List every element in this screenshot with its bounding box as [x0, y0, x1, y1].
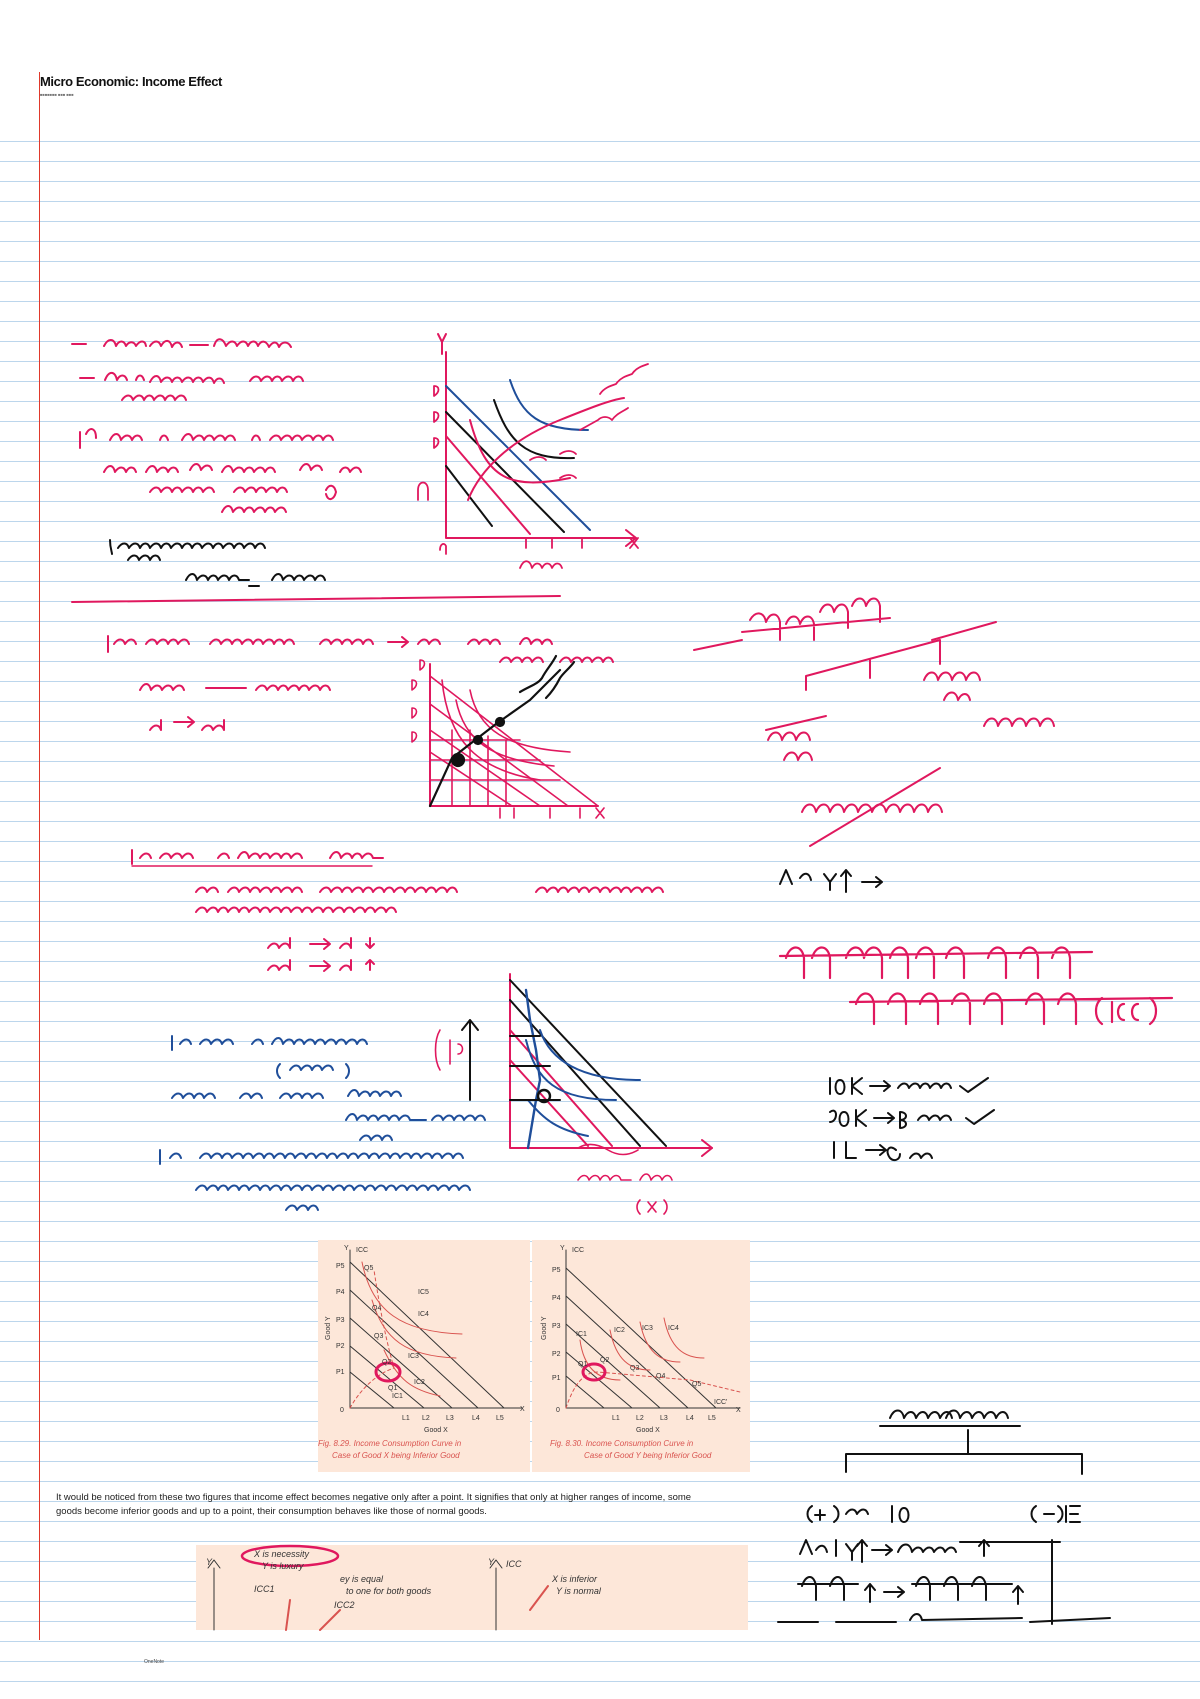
fig829-q5: Q5	[364, 1265, 374, 1272]
fig830-good-y: Good Y	[541, 1316, 548, 1340]
bottom-icc1: ICC1	[254, 1584, 275, 1594]
fig829-caption-line1: Fig. 8.29. Income Consumption Curve in	[318, 1439, 462, 1448]
bottom-x-necessity: X is necessity	[254, 1549, 310, 1559]
fig829-caption-line2: Case of Good X being Inferior Good	[332, 1451, 460, 1460]
bottom-y-luxury: Y is luxury	[262, 1561, 304, 1571]
fig829-good-y: Good Y	[325, 1316, 332, 1340]
fig829-x-label: X	[520, 1406, 525, 1413]
bottom-icc-label: ICC	[506, 1559, 522, 1569]
fig829-ic3: IC3	[408, 1353, 419, 1360]
fig830-q4: Q4	[656, 1373, 666, 1380]
fig830-p4: P4	[552, 1295, 561, 1302]
fig829-p3: P3	[336, 1317, 345, 1324]
fig829-q4: Q4	[372, 1305, 382, 1312]
fig830-p2: P2	[552, 1351, 561, 1358]
fig830-ic3: IC3	[642, 1325, 653, 1332]
fig829-p4: P4	[336, 1289, 345, 1296]
fig830-l4: L4	[686, 1415, 694, 1422]
fig829-y-label: Y	[344, 1245, 349, 1252]
fig830-l2: L2	[636, 1415, 644, 1422]
fig829-l3: L3	[446, 1415, 454, 1422]
fig830-q5: Q5	[692, 1381, 702, 1388]
fig830-l3: L3	[660, 1415, 668, 1422]
fig830-origin: 0	[556, 1407, 560, 1414]
fig829-l2: L2	[422, 1415, 430, 1422]
fig830-ic4: IC4	[668, 1325, 679, 1332]
fig830-caption-line2: Case of Good Y being Inferior Good	[584, 1451, 712, 1460]
fig829-ic2: IC2	[414, 1379, 425, 1386]
bottom-one-for-both: to one for both goods	[346, 1586, 432, 1596]
page-footer: OneNote	[144, 1659, 165, 1665]
page-meta: ■■■■■■■ ■■■ ■■■	[40, 92, 74, 97]
fig830-ic2: IC2	[614, 1327, 625, 1334]
fig829-q2: Q2	[382, 1359, 392, 1366]
fig830-p3: P3	[552, 1323, 561, 1330]
fig829-good-x: Good X	[424, 1427, 448, 1434]
fig830-x-label: X	[736, 1407, 741, 1414]
fig829-q3: Q3	[374, 1333, 384, 1340]
fig829-q1: Q1	[388, 1385, 398, 1392]
fig830-q3: Q3	[630, 1365, 640, 1372]
fig829-l5: L5	[496, 1415, 504, 1422]
bottom-x-inferior: X is inferior	[552, 1574, 598, 1584]
explanation-paragraph: It would be noticed from these two figures that income effect becomes negative only after a point. It signifies that only at higher ranges of income, some goods become inferior goods and up to a point, their consumption behaves like those of normal goods.	[56, 1492, 692, 1517]
fig830-ic1: IC1	[576, 1331, 587, 1338]
fig829-p1: P1	[336, 1369, 345, 1376]
fig830-good-x: Good X	[636, 1427, 660, 1434]
fig830-l5: L5	[708, 1415, 716, 1422]
page-title: Micro Economic: Income Effect	[40, 74, 222, 89]
bottom-y-label: Y	[206, 1557, 213, 1567]
fig830-q1: Q1	[578, 1361, 588, 1368]
fig829-ic4: IC4	[418, 1311, 429, 1318]
fig829-ic5: IC5	[418, 1289, 429, 1296]
fig829-l1: L1	[402, 1415, 410, 1422]
fig830-p1: P1	[552, 1375, 561, 1382]
fig830-caption-line1: Fig. 8.30. Income Consumption Curve in	[550, 1439, 694, 1448]
fig829-p5: P5	[336, 1263, 345, 1270]
fig829-l4: L4	[472, 1415, 480, 1422]
fig830-icc-label: ICC	[572, 1247, 585, 1254]
bottom-y-normal: Y is normal	[556, 1586, 601, 1596]
fig830-y-label: Y	[560, 1245, 565, 1252]
fig830-p5: P5	[552, 1267, 561, 1274]
fig830-l1: L1	[612, 1415, 620, 1422]
fig830-icc-prime: ICC'	[714, 1399, 728, 1406]
bottom-y2-label: Y	[488, 1557, 495, 1567]
fig830-q2: Q2	[600, 1357, 610, 1364]
fig829-origin: 0	[340, 1407, 344, 1414]
bottom-ey-equal: ey is equal	[340, 1574, 384, 1584]
fig829-ic1: IC1	[392, 1393, 403, 1400]
fig829-icc-label: ICC	[356, 1247, 369, 1254]
bottom-icc2: ICC2	[334, 1600, 355, 1610]
fig829-p2: P2	[336, 1343, 345, 1350]
